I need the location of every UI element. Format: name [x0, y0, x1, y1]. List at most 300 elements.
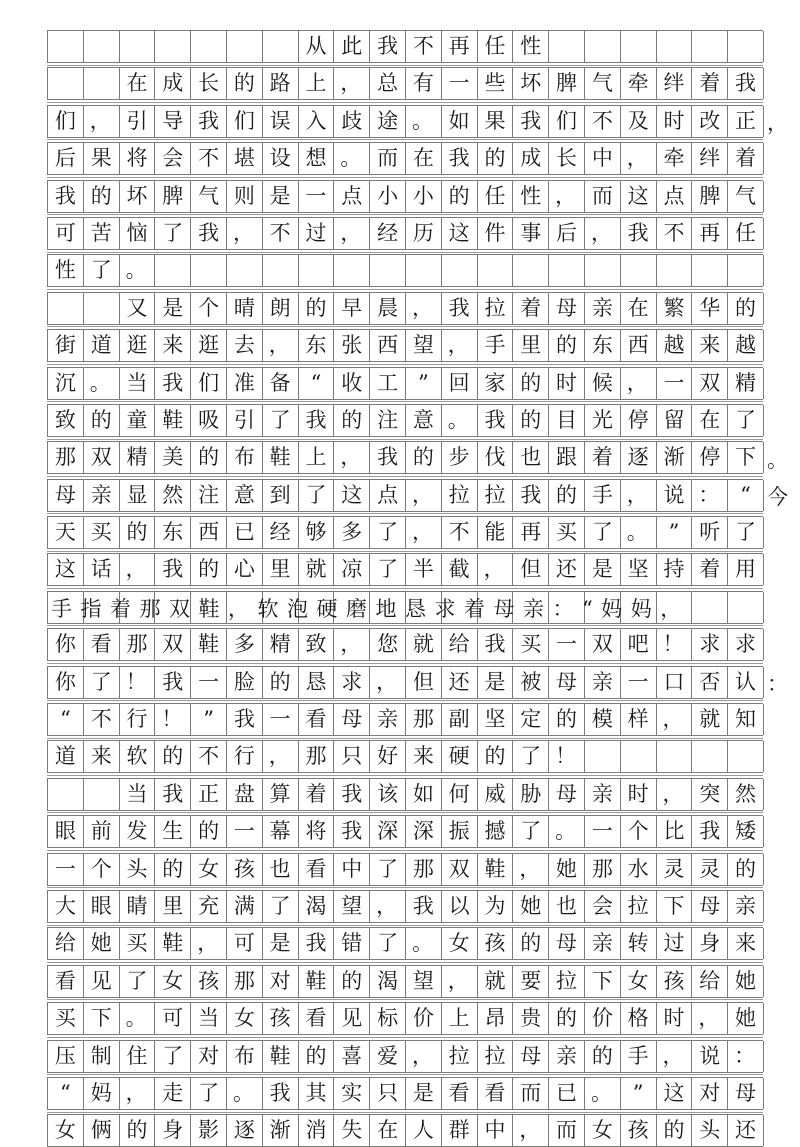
grid-cell: 。	[120, 255, 156, 286]
grid-cell: 着	[585, 442, 621, 473]
grid-cell: 鞋	[263, 1041, 299, 1072]
grid-cell: 一	[191, 667, 227, 698]
grid-cell: 我	[155, 368, 191, 399]
grid-cell: 那	[48, 442, 84, 473]
grid-cell: ，	[657, 779, 693, 810]
grid-cell: 发	[120, 816, 156, 847]
grid-cell: 里	[263, 554, 299, 585]
grid-cell: 工	[370, 368, 406, 399]
grid-cell: 歧	[334, 106, 370, 137]
grid-cell: 看	[84, 629, 120, 660]
grid-cell: 被	[513, 667, 549, 698]
grid-cell: 亲	[585, 293, 621, 324]
grid-cell: 模	[585, 704, 621, 735]
grid-cell: 意	[227, 480, 263, 511]
grid-cell: 不	[263, 218, 299, 249]
grid-cell: 正	[191, 779, 227, 810]
grid-cell: 还	[442, 667, 478, 698]
grid-cell: 不	[191, 143, 227, 174]
text-row	[47, 329, 763, 362]
grid-cell: ”	[191, 704, 227, 735]
grid-cell: 买	[84, 517, 120, 548]
grid-cell: 副	[442, 704, 478, 735]
grid-cell: 回	[442, 368, 478, 399]
grid-cell: 的	[549, 1003, 585, 1034]
grid-cell: 天	[48, 517, 84, 548]
grid-cell: 压	[48, 1041, 84, 1072]
grid-cell: 亲	[728, 891, 764, 922]
text-row	[47, 105, 788, 138]
grid-cell: ！	[657, 629, 693, 660]
grid-cell: 孩	[478, 928, 514, 959]
grid-cell: 点	[334, 181, 370, 212]
grid-cell: 沉	[48, 368, 84, 399]
grid-cell: 母	[549, 667, 585, 698]
grid-cell: 女	[227, 1003, 263, 1034]
grid-cell: 我	[442, 143, 478, 174]
grid-cell: 亲	[84, 480, 120, 511]
grid-cell: 一	[621, 667, 657, 698]
grid-cell: 持	[657, 554, 693, 585]
grid-cell: 眼	[48, 816, 84, 847]
grid-cell	[227, 31, 263, 62]
grid-cell: 这	[442, 218, 478, 249]
grid-cell: 比	[657, 816, 693, 847]
grid-cell: 。	[84, 368, 120, 399]
grid-cell: 我	[227, 704, 263, 735]
grid-cell: 孩	[227, 854, 263, 885]
grid-cell: 时	[657, 1003, 693, 1034]
grid-cell: 华	[692, 293, 728, 324]
grid-cell: 我	[334, 779, 370, 810]
grid-cell: 性	[48, 255, 84, 286]
grid-cell: 一	[657, 368, 693, 399]
grid-cell: 路	[263, 68, 299, 99]
grid-cell: 恼	[120, 218, 156, 249]
grid-cell	[84, 293, 120, 324]
grid-cell: 气	[585, 68, 621, 99]
grid-cell: 然	[728, 779, 764, 810]
grid-cell: 下	[657, 891, 693, 922]
grid-cell: 。	[334, 143, 370, 174]
grid-cell: 我	[442, 293, 478, 324]
grid-cell: 美	[155, 442, 191, 473]
text-row	[47, 1077, 763, 1110]
grid-cell: 能	[478, 517, 514, 548]
grid-cell: 精	[728, 368, 764, 399]
grid-cell: 孩	[263, 1003, 299, 1034]
grid-cell: ，	[191, 928, 227, 959]
grid-cell: ，	[406, 517, 442, 548]
text-row	[47, 479, 788, 512]
grid-cell: 看	[478, 1078, 514, 1109]
grid-cell: 入	[299, 106, 335, 137]
grid-cell: 点	[657, 181, 693, 212]
grid-cell: 已	[227, 517, 263, 548]
grid-cell: 头	[692, 1115, 728, 1146]
grid-cell: 灵	[657, 854, 693, 885]
grid-cell	[84, 779, 120, 810]
grid-cell: 母	[334, 704, 370, 735]
grid-cell: 了	[728, 517, 764, 548]
grid-cell: ，	[263, 741, 299, 772]
grid-cell: 母	[728, 1078, 764, 1109]
grid-cell: 而	[585, 181, 621, 212]
grid-cell: 小	[370, 181, 406, 212]
grid-cell: 孩	[657, 966, 693, 997]
grid-cell: 母	[48, 480, 84, 511]
grid-cell: 性	[513, 31, 549, 62]
grid-cell: ，	[84, 106, 120, 137]
text-row	[47, 254, 763, 287]
grid-cell: 母	[549, 928, 585, 959]
grid-cell: 果	[478, 106, 514, 137]
grid-cell: 母	[549, 293, 585, 324]
grid-cell: 拉	[478, 480, 514, 511]
grid-cell: 导	[155, 106, 191, 137]
grid-cell: 早	[334, 293, 370, 324]
grid-cell: 设	[263, 143, 299, 174]
grid-cell: 越	[728, 330, 764, 361]
grid-cell: ，	[621, 368, 657, 399]
grid-cell: 渐	[263, 1115, 299, 1146]
grid-cell: 会	[585, 891, 621, 922]
text-row	[47, 441, 788, 474]
grid-cell	[263, 31, 299, 62]
grid-cell: 定	[513, 704, 549, 735]
grid-cell: 头	[120, 854, 156, 885]
grid-cell: 格	[621, 1003, 657, 1034]
grid-cell: 也	[549, 891, 585, 922]
grid-cell: 朗	[263, 293, 299, 324]
grid-cell	[478, 255, 514, 286]
grid-cell: 是	[406, 1078, 442, 1109]
grid-cell: 她	[728, 966, 764, 997]
grid-cell: 来	[728, 928, 764, 959]
grid-cell: 亲	[585, 667, 621, 698]
grid-cell: 我	[191, 218, 227, 249]
grid-cell: 一	[48, 854, 84, 885]
grid-cell: 拉	[478, 1041, 514, 1072]
grid-cell: 撼	[478, 816, 514, 847]
grid-cell: 当	[120, 779, 156, 810]
grid-cell: 看	[299, 704, 335, 735]
grid-cell: 历	[406, 218, 442, 249]
grid-cell	[513, 255, 549, 286]
grid-cell: 那	[585, 854, 621, 885]
grid-cell: 吧	[621, 629, 657, 660]
grid-cell: 的	[334, 966, 370, 997]
grid-cell: 的	[549, 330, 585, 361]
grid-cell: 成	[513, 143, 549, 174]
grid-cell: 件	[478, 218, 514, 249]
grid-cell	[621, 255, 657, 286]
grid-cell: 其	[299, 1078, 335, 1109]
grid-cell: 了	[513, 816, 549, 847]
grid-cell: “	[48, 704, 84, 735]
grid-cell: 是	[263, 181, 299, 212]
grid-cell: 看	[299, 854, 335, 885]
grid-cell	[48, 293, 84, 324]
grid-cell: ！	[155, 704, 191, 735]
grid-cell: 来	[84, 741, 120, 772]
grid-cell: ，	[370, 667, 406, 698]
grid-cell: 我	[155, 667, 191, 698]
grid-cell: 鞋	[263, 442, 299, 473]
grid-cell: 的	[657, 1115, 693, 1146]
grid-cell: 繁	[657, 293, 693, 324]
grid-cell: 那	[227, 966, 263, 997]
grid-cell: 坚	[478, 704, 514, 735]
grid-cell: 她	[513, 891, 549, 922]
grid-cell: 我	[299, 928, 335, 959]
grid-cell: 你	[48, 629, 84, 660]
grid-cell: 气	[728, 181, 764, 212]
grid-cell: 后	[549, 218, 585, 249]
grid-cell: ”	[406, 368, 442, 399]
grid-cell: 来	[692, 330, 728, 361]
grid-cell: 在	[120, 68, 156, 99]
grid-cell: 但	[513, 554, 549, 585]
grid-cell: 上	[299, 442, 335, 473]
grid-cell: 正	[728, 106, 764, 137]
grid-cell: 西	[621, 330, 657, 361]
grid-cell: 亲	[585, 779, 621, 810]
grid-cell: 去	[227, 330, 263, 361]
grid-cell: 跟	[549, 442, 585, 473]
grid-cell: 矮	[728, 816, 764, 847]
grid-cell: 绊	[692, 143, 728, 174]
grid-cell: ，	[442, 330, 478, 361]
grid-cell: 们	[48, 106, 84, 137]
grid-cell: 求	[334, 667, 370, 698]
grid-cell	[657, 255, 693, 286]
grid-cell: 鞋	[155, 928, 191, 959]
grid-cell: 截	[442, 554, 478, 585]
grid-cell: 会	[155, 143, 191, 174]
title-row	[47, 30, 763, 63]
grid-cell: 点	[370, 480, 406, 511]
grid-cell: 深	[406, 816, 442, 847]
grid-cell: 下	[585, 966, 621, 997]
grid-cell: 及	[621, 106, 657, 137]
grid-cell: 的	[84, 181, 120, 212]
grid-cell: ，	[227, 218, 263, 249]
grid-cell: 光	[585, 405, 621, 436]
grid-cell: 消	[299, 1115, 335, 1146]
grid-cell: ，	[334, 442, 370, 473]
grid-cell: 了	[370, 928, 406, 959]
grid-cell: 软	[120, 741, 156, 772]
grid-cell: 你	[48, 667, 84, 698]
text-row	[47, 1002, 763, 1035]
grid-cell: 一	[549, 629, 585, 660]
grid-cell: 来	[155, 330, 191, 361]
grid-cell: 的	[191, 554, 227, 585]
grid-cell: ！	[120, 667, 156, 698]
grid-cell: 给	[442, 629, 478, 660]
grid-cell: 我	[299, 405, 335, 436]
grid-cell: ，	[334, 68, 370, 99]
grid-cell: 拉	[621, 891, 657, 922]
grid-cell: 时	[549, 368, 585, 399]
grid-cell: 。	[227, 1078, 263, 1109]
grid-cell	[621, 31, 657, 62]
grid-cell: 个	[191, 293, 227, 324]
grid-cell: 再	[513, 517, 549, 548]
grid-cell: 那	[299, 741, 335, 772]
grid-cell: 就	[478, 966, 514, 997]
grid-cell: 牵	[657, 143, 693, 174]
grid-cell	[692, 31, 728, 62]
grid-cell: 身	[692, 928, 728, 959]
grid-cell: ，	[334, 218, 370, 249]
grid-cell: 当	[120, 368, 156, 399]
grid-cell: 在	[370, 1115, 406, 1146]
grid-cell: 伐	[478, 442, 514, 473]
grid-cell: 母	[549, 779, 585, 810]
grid-cell: 精	[263, 629, 299, 660]
grid-cell: 时	[621, 779, 657, 810]
grid-cell: 望	[406, 966, 442, 997]
grid-cell: 以	[442, 891, 478, 922]
grid-cell: 看	[48, 966, 84, 997]
grid-cell: 恳	[299, 667, 335, 698]
grid-cell: 实	[334, 1078, 370, 1109]
grid-cell: 为	[478, 891, 514, 922]
grid-cell: 幕	[263, 816, 299, 847]
grid-cell	[263, 255, 299, 286]
grid-cell: 果	[84, 143, 120, 174]
grid-cell: 充	[191, 891, 227, 922]
grid-cell	[657, 31, 693, 62]
grid-cell: 何	[442, 779, 478, 810]
grid-cell: 影	[191, 1115, 227, 1146]
grid-cell: 着	[692, 68, 728, 99]
grid-cell: ，	[120, 1078, 156, 1109]
grid-cell: 有	[406, 68, 442, 99]
grid-cell: 了	[263, 405, 299, 436]
grid-cell: 我	[621, 218, 657, 249]
grid-cell: 双	[692, 368, 728, 399]
grid-cell: 是	[155, 293, 191, 324]
grid-cell: 母	[513, 1041, 549, 1072]
grid-cell: 我	[370, 442, 406, 473]
grid-cell	[120, 31, 156, 62]
grid-cell	[585, 741, 621, 772]
grid-cell: 望	[334, 891, 370, 922]
grid-cell: ，	[513, 1115, 549, 1146]
margin-overflow-char: 今	[767, 485, 788, 510]
grid-cell: 的	[549, 480, 585, 511]
grid-cell: 可	[227, 928, 263, 959]
grid-cell: 不	[84, 704, 120, 735]
grid-cell: 布	[227, 1041, 263, 1072]
grid-cell: 在	[406, 143, 442, 174]
grid-cell: 那	[406, 704, 442, 735]
grid-cell: 了	[120, 966, 156, 997]
grid-cell: 事	[513, 218, 549, 249]
grid-cell: 我	[692, 816, 728, 847]
grid-cell: 手	[621, 1041, 657, 1072]
grid-cell: 给	[692, 966, 728, 997]
grid-cell	[585, 31, 621, 62]
grid-cell: 爱	[370, 1041, 406, 1072]
grid-cell: 买	[48, 1003, 84, 1034]
grid-cell: ，	[334, 629, 370, 660]
text-row	[47, 628, 763, 661]
grid-cell: 已	[549, 1078, 585, 1109]
grid-cell: 过	[299, 218, 335, 249]
grid-cell: 停	[621, 405, 657, 436]
grid-cell: 这	[48, 554, 84, 585]
grid-cell: ，	[370, 891, 406, 922]
grid-cell: 然	[155, 480, 191, 511]
grid-cell: 一	[227, 816, 263, 847]
grid-cell: 气	[191, 181, 227, 212]
grid-cell	[191, 255, 227, 286]
grid-cell: 不	[442, 517, 478, 548]
grid-cell: 在	[692, 405, 728, 436]
grid-cell: 的	[478, 143, 514, 174]
grid-cell: 牵	[621, 68, 657, 99]
grid-cell: 鞋	[299, 966, 335, 997]
grid-cell: 半	[406, 554, 442, 585]
grid-cell: 再	[692, 218, 728, 249]
grid-cell: 手	[585, 480, 621, 511]
grid-cell: ，	[442, 966, 478, 997]
grid-cell: 我	[406, 891, 442, 922]
grid-cell: 过	[657, 928, 693, 959]
text-row	[47, 965, 763, 998]
grid-cell: 吸	[191, 405, 227, 436]
grid-cell: 的	[227, 68, 263, 99]
grid-cell: 们	[191, 368, 227, 399]
text-row	[47, 367, 763, 400]
grid-cell: 的	[728, 854, 764, 885]
grid-cell: 经	[263, 517, 299, 548]
grid-cell: 了	[585, 517, 621, 548]
grid-cell: 则	[227, 181, 263, 212]
grid-cell: 不	[191, 741, 227, 772]
grid-cell: 了	[370, 554, 406, 585]
grid-cell: 总	[370, 68, 406, 99]
grid-cell: 一	[299, 181, 335, 212]
grid-cell: 的	[549, 704, 585, 735]
grid-cell: 当	[191, 1003, 227, 1034]
grid-cell: 后	[48, 143, 84, 174]
grid-cell: 深	[370, 816, 406, 847]
grid-cell	[406, 255, 442, 286]
grid-cell: 双	[442, 854, 478, 885]
grid-cell: 道	[48, 741, 84, 772]
grid-cell: ，	[120, 554, 156, 585]
grid-cell	[728, 255, 764, 286]
grid-cell: 我	[263, 1078, 299, 1109]
grid-cell: 精	[120, 442, 156, 473]
grid-cell	[549, 31, 585, 62]
grid-cell: 制	[84, 1041, 120, 1072]
grid-cell: 我	[728, 68, 764, 99]
grid-cell: 双	[155, 629, 191, 660]
grid-cell	[442, 255, 478, 286]
grid-cell	[657, 741, 693, 772]
grid-cell: 此	[334, 31, 370, 62]
grid-cell	[48, 779, 84, 810]
text-row	[47, 553, 763, 586]
grid-cell: 任	[728, 218, 764, 249]
grid-cell: 还	[728, 1115, 764, 1146]
